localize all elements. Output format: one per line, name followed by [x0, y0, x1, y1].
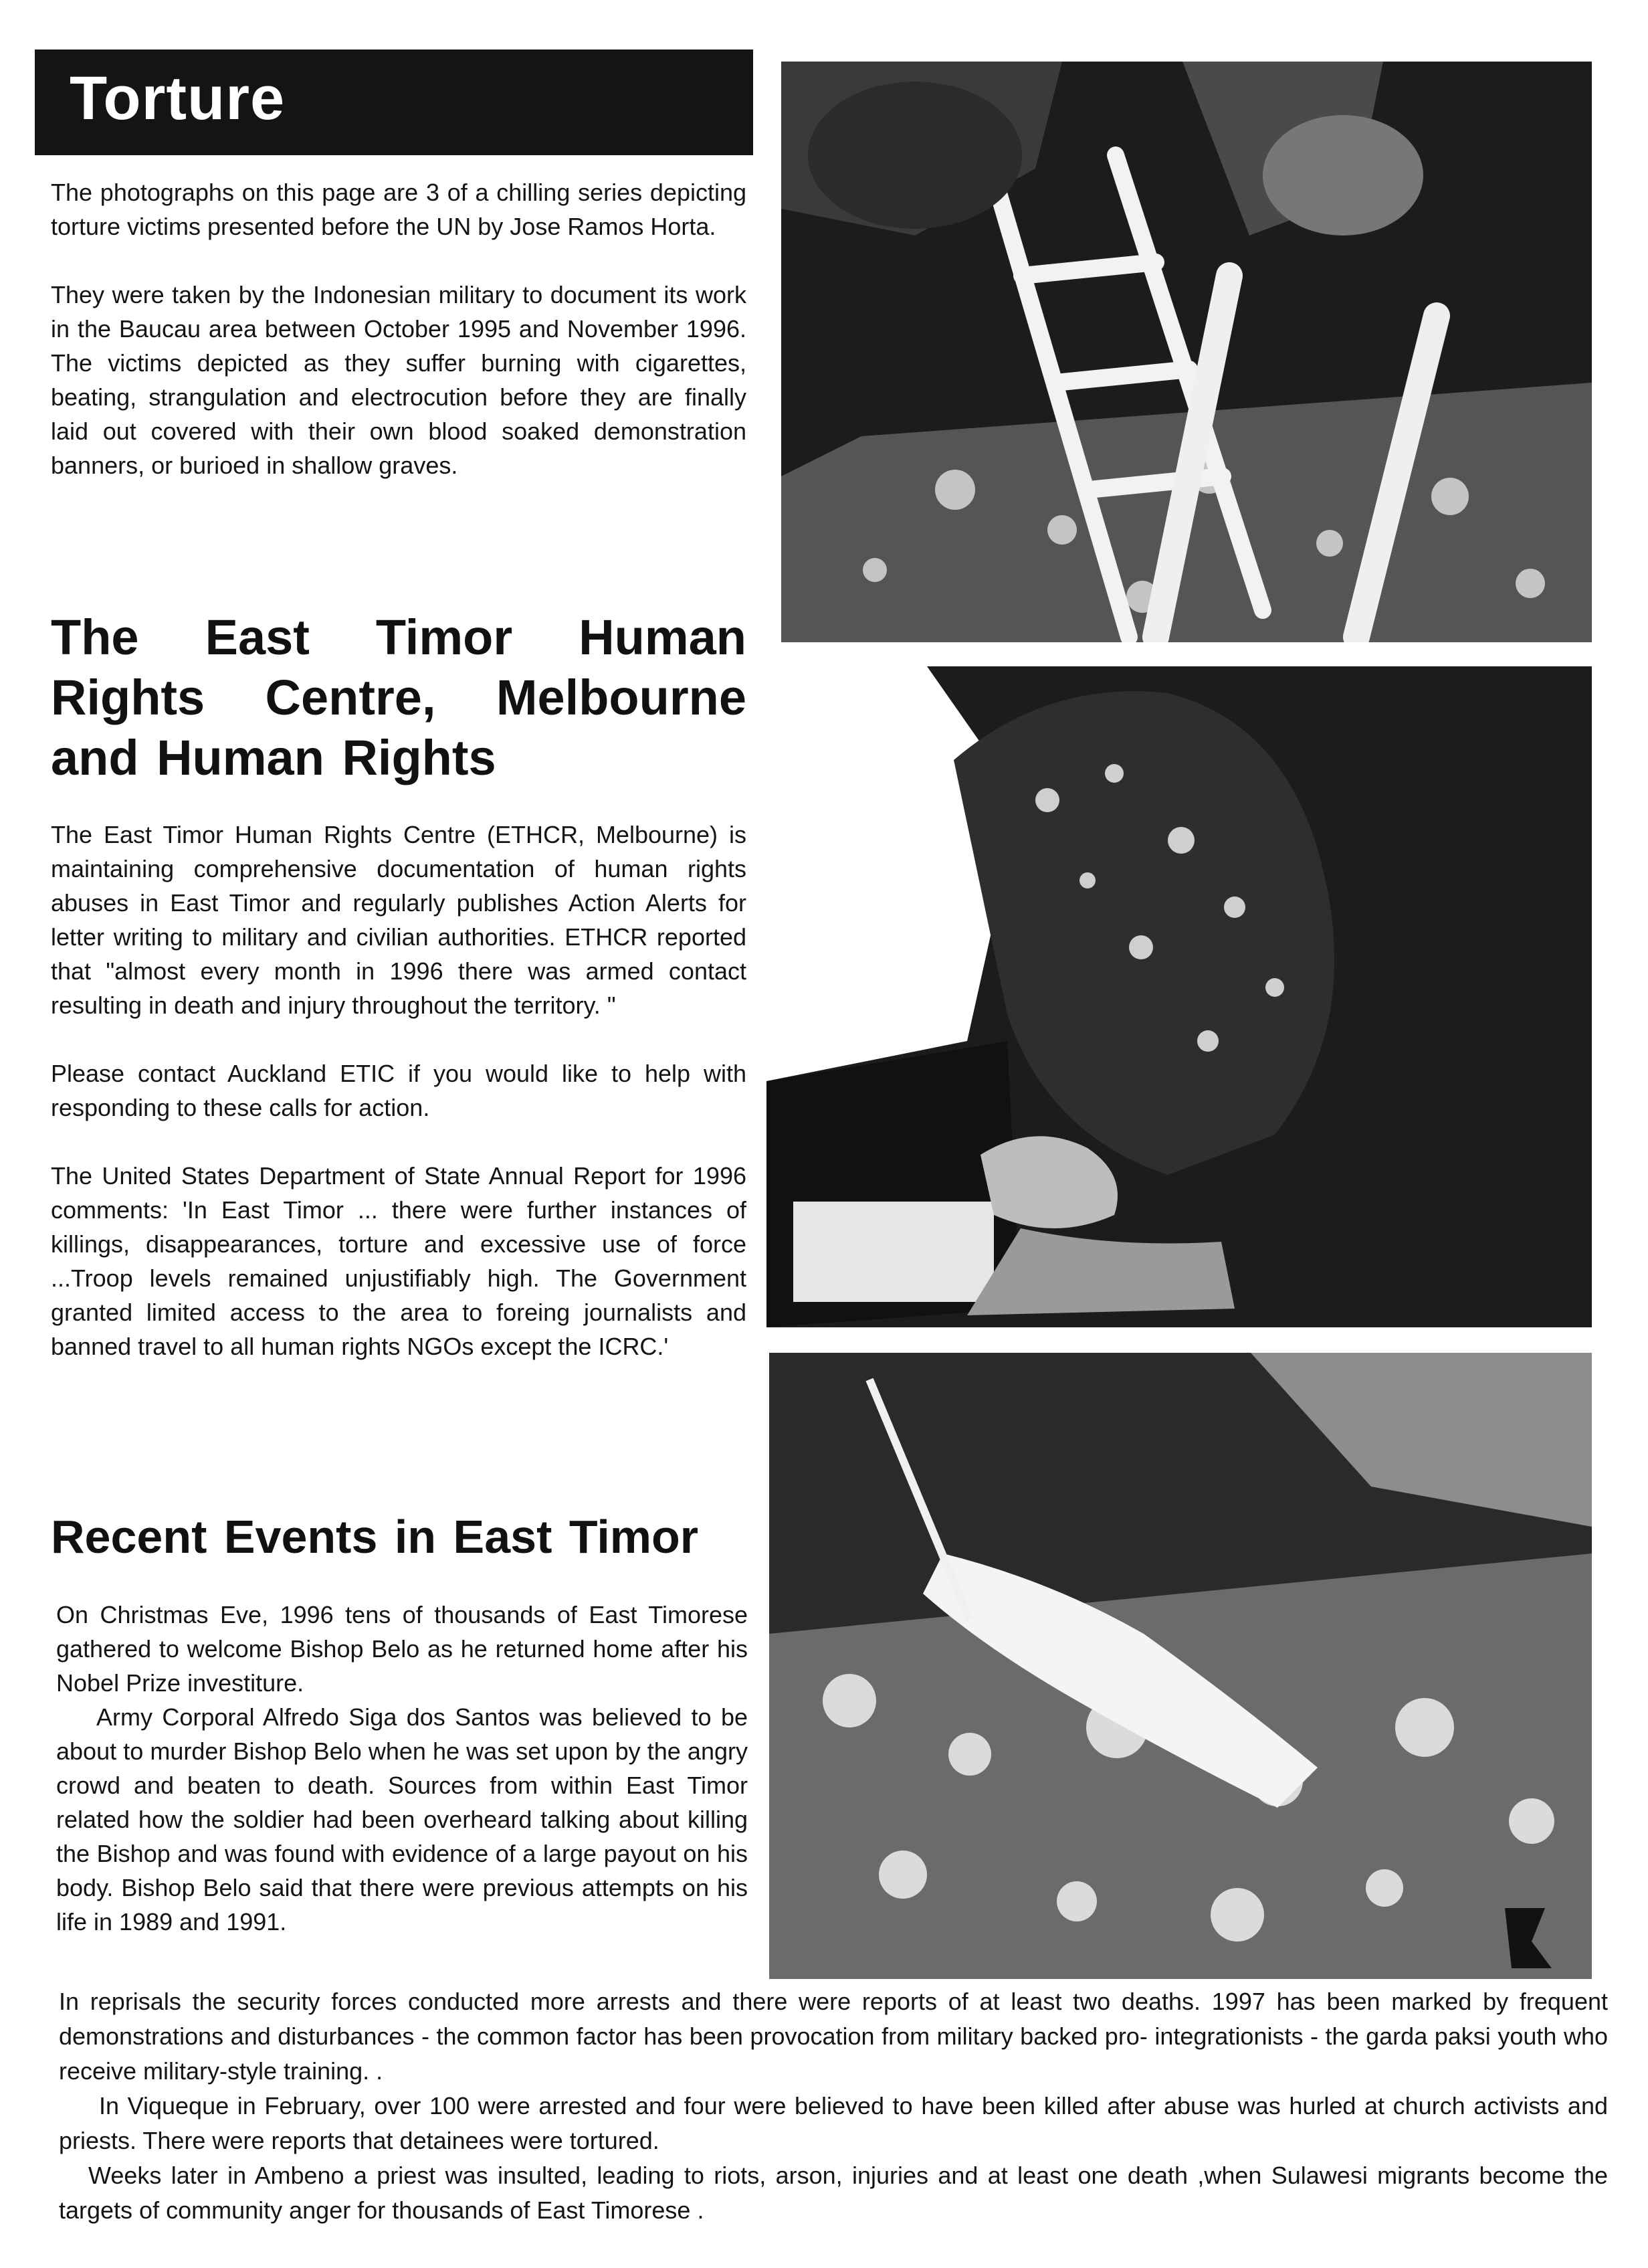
ethcr-paragraph-3: The United States Department of State Annual Report for 1996 comments: 'In East Timor ... there were further instances of killings, disappearances, torture and excessive use of force ...Troop levels remained unjustifiably high. The Government granted limited access to the area to foreing journalists and banned travel to all human rights NGOs except the ICRC.': [51, 1162, 746, 1360]
photo-victim-crouching: [766, 666, 1592, 1327]
heading-line: Rights Centre, Melbourne: [51, 670, 746, 725]
ethcr-text: [51, 818, 746, 1363]
section-heading-ethcr: [51, 607, 746, 788]
recent-paragraph-3: In reprisals the security forces conducted more arrests and there were reports of at least two deaths. 1997 has been marked by frequent demonstrations and disturbances - the common factor has been provocation from military backed pro- integrationists - the garda paksi youth who receive military-style training. .: [59, 1988, 1608, 2085]
heading-line: and Human Rights: [51, 730, 496, 785]
photo-victim-with-ladder-icon: [781, 62, 1592, 642]
photo-shallow-grave: [769, 1353, 1592, 1979]
recent-paragraph-4: In Viqueque in February, over 100 were arrested and four were believed to have been killed after abuse was hurled at church activists and priests. There were reports that detainees were tortured.: [59, 2092, 1608, 2154]
intro-text: [51, 175, 746, 482]
recent-paragraph-2: Army Corporal Alfredo Siga dos Santos was believed to be about to murder Bishop Belo when he was set upon by the angry crowd and beaten to death. Sources from within East Timor related how the soldier had been overheard talking about killing the Bishop and was found with evidence of a large payout on his body. Bishop Belo said that there were previous attempts on his life in 1989 and 1991.: [56, 1703, 748, 1935]
ethcr-paragraph-1: The East Timor Human Rights Centre (ETHCR, Melbourne) is maintaining comprehensive documentation of human rights abuses in East Timor and regularly publishes Action Alerts for letter writing to military and civilian authorities. ETHCR reported that "almost every month in 1996 there was armed contact resulting in death and injury throughout the territory. ": [51, 821, 746, 1019]
banner-title: Torture: [70, 64, 286, 132]
photo-shallow-grave-icon: [769, 1353, 1592, 1979]
recent-events-text: [56, 1598, 748, 1939]
recent-paragraph-5: Weeks later in Ambeno a priest was insulted, leading to riots, arson, injuries and at least one death ,when Sulawesi migrants become the targets of community anger for thousands of East Timorese .: [59, 2162, 1608, 2224]
section-heading-recent-events: Recent Events in East Timor: [51, 1511, 699, 1563]
intro-paragraph-1: The photographs on this page are 3 of a chilling series depicting torture victims presented before the UN by Jose Ramos Horta.: [51, 179, 746, 240]
section-banner: [35, 50, 753, 155]
intro-paragraph-2: They were taken by the Indonesian military to document its work in the Baucau area between October 1995 and November 1996. The victims depicted as they suffer burning with cigarettes, beating, strangulation and electrocution before they are finally laid out covered with their own blood soaked demonstration banners, or burioed in shallow graves.: [51, 281, 746, 479]
recent-events-full-text: [59, 1984, 1608, 2228]
photo-victim-crouching-icon: [766, 666, 1592, 1327]
photo-victim-with-ladder: [781, 62, 1592, 642]
recent-paragraph-1: On Christmas Eve, 1996 tens of thousands of East Timorese gathered to welcome Bishop Belo as he returned home after his Nobel Prize investiture.: [56, 1601, 748, 1697]
ethcr-paragraph-2: Please contact Auckland ETIC if you would like to help with responding to these calls for action.: [51, 1060, 746, 1121]
heading-line: The East Timor Human: [51, 609, 746, 665]
